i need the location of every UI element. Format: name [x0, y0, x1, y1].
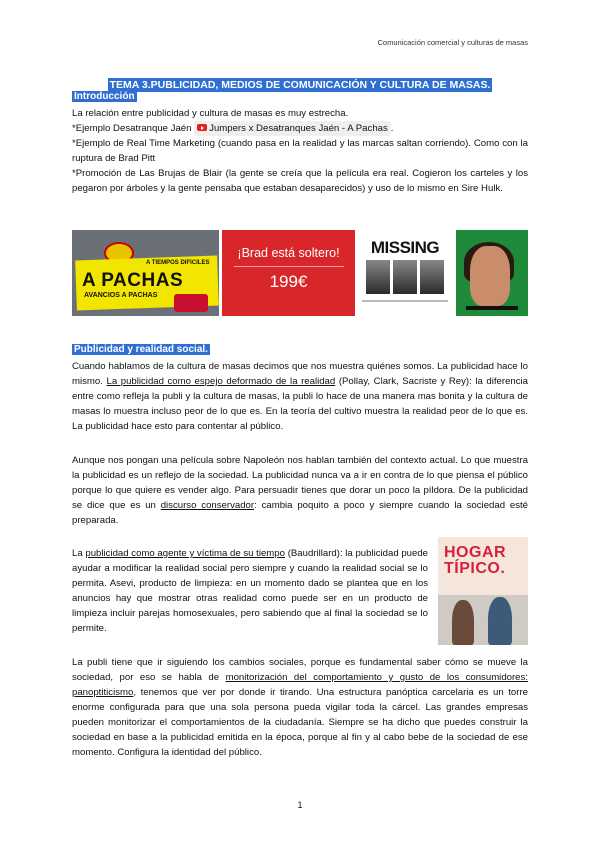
youtube-icon — [197, 124, 207, 131]
person-shape — [488, 597, 512, 645]
underlined-term: publicidad como agente y víctima de su tiempo — [85, 548, 285, 559]
a-pachas-ad-image — [72, 230, 219, 316]
underlined-term: monitorización del comportamiento y gusto de los consumidores: panoptiticismo — [72, 672, 528, 698]
brad-price: 199€ — [269, 272, 308, 291]
brad-divider — [234, 266, 344, 267]
underlined-term: discurso conservador — [160, 500, 255, 511]
missing-photo — [366, 260, 390, 294]
missing-photo — [420, 260, 444, 294]
text-run: La publi tiene que ir siguiendo los cambios sociales, porque es fundamental saber cómo se mueve la sociedad, por eso se habla de — [72, 657, 528, 683]
section-heading: Publicidad y realidad social. — [74, 344, 208, 355]
youtube-link-chip[interactable] — [194, 121, 391, 136]
page-title: TEMA 3.PUBLICIDAD, MEDIOS DE COMUNICACIÓN Y CULTURA DE MASAS. — [109, 79, 491, 91]
paragraph-2 — [72, 453, 528, 528]
example-blair: *Promoción de Las Brujas de Blair (la gente se creía que la película era real. Cogieron los carteles y los pegaron por árboles y la gente pensaba que estaban desaparecidos) y uso de lo mismo en Sire Hulk. — [72, 168, 528, 194]
missing-text: MISSING — [370, 238, 440, 257]
youtube-link-text: Jumpers x Desatranques Jaén - A Pachas — [209, 123, 388, 134]
page-number: 1 — [297, 800, 303, 810]
poster-caption — [362, 300, 448, 302]
underlined-term: La publicidad como espejo deformado de la realidad — [106, 376, 336, 387]
intro-block — [72, 106, 528, 196]
text-run: (Pollay, Clark, Sacriste y Rey): la diferencia entre como refleja la publi y la cultura de masas, la publi lo hace de una manera mas bonita y la cultura de masas lo muestra incluso peor de lo que es. En la teoría del cultivo muestra la realidad peor de lo que es. La publicidad hace esto para contentar al público. — [72, 376, 528, 432]
brad-soltero-ad-image — [222, 230, 355, 316]
brad-title: ¡Brad está soltero! — [237, 246, 340, 260]
paragraph-1 — [72, 359, 528, 434]
superabogada-poster-image — [456, 230, 528, 316]
pachas-main-text: A PACHAS — [82, 270, 184, 291]
person-shape — [452, 600, 474, 645]
truck-shape — [174, 294, 208, 312]
paragraph-4 — [72, 655, 528, 760]
text-run: (Baudrillard): la publicidad puede ayudar a modificar la realidad social pero siempre y cuando la realidad social se lo permita. Asevi, producto de limpieza: en un momento dado se plantea que en los anuncios hay que mostrar otras realidad como puede ser en un producto de limpieza incluir parejas homosexuales, pero sabiendo que al final la sociedad se lo permite. — [72, 548, 429, 634]
poster-bar — [466, 306, 518, 310]
example-prefix: *Ejemplo Desatranque Jaén — [72, 123, 192, 134]
missing-poster-image — [358, 230, 452, 316]
page-header: Comunicación comercial y culturas de masas — [377, 38, 528, 47]
text-run: La — [72, 548, 83, 559]
intro-heading: Introducción — [74, 91, 135, 102]
missing-photo — [393, 260, 417, 294]
text-run: , tenemos que ver por donde ir tirando. Una estructura panóptica carcelaria es un torre enorme configurada para que una sola persona pueda vigilar toda la cárcel. Las grandes empresas pueden monitorizar el comportamientos de la ciudadanía. Siempre se ha dicho que puedes construir la sociedad en base a la publicidad emitida en la época, porque al fin y al cabo bebe de la sociedad de ese momento. Configura la identidad del público. — [72, 687, 528, 758]
pachas-sub-text: AVANCIOS A PACHAS — [84, 292, 158, 299]
hogar-title: HOGAR TÍPICO. — [444, 544, 507, 577]
paragraph-3 — [72, 546, 428, 636]
hogar-tipico-ad-image — [438, 537, 528, 645]
pachas-side-text: A TIEMPOS DIFICILES — [146, 260, 210, 266]
example-desatranque — [72, 121, 528, 136]
text-run: Aunque nos pongan una película sobre Napoleón nos hablan también del contexto actual. Lo que muestra la publicidad es un reflejo de la sociedad. La publicidad nunca va a ir en contra de lo que piensa el público porque lo que quiere es vender algo. Para persuadir tienes que dorar un poco la píldora. De la publicidad se dice que es un — [72, 455, 528, 511]
intro-line: La relación entre publicidad y cultura de masas es muy estrecha. — [72, 108, 349, 119]
text-run: Cuando hablamos de la cultura de masas decimos que nos muestra quiénes somos. La publicidad hace lo mismo. — [72, 361, 528, 387]
example-suffix: . — [390, 123, 394, 134]
face-shape — [470, 246, 510, 306]
text-run: : cambia poquito a poco y siempre cuando la sociedad esté preparada. — [72, 500, 528, 526]
example-real-time: *Ejemplo de Real Time Marketing (cuando pasa en la realidad y las marcas saltan corriendo). Como con la ruptura de Brad Pitt — [72, 138, 528, 164]
